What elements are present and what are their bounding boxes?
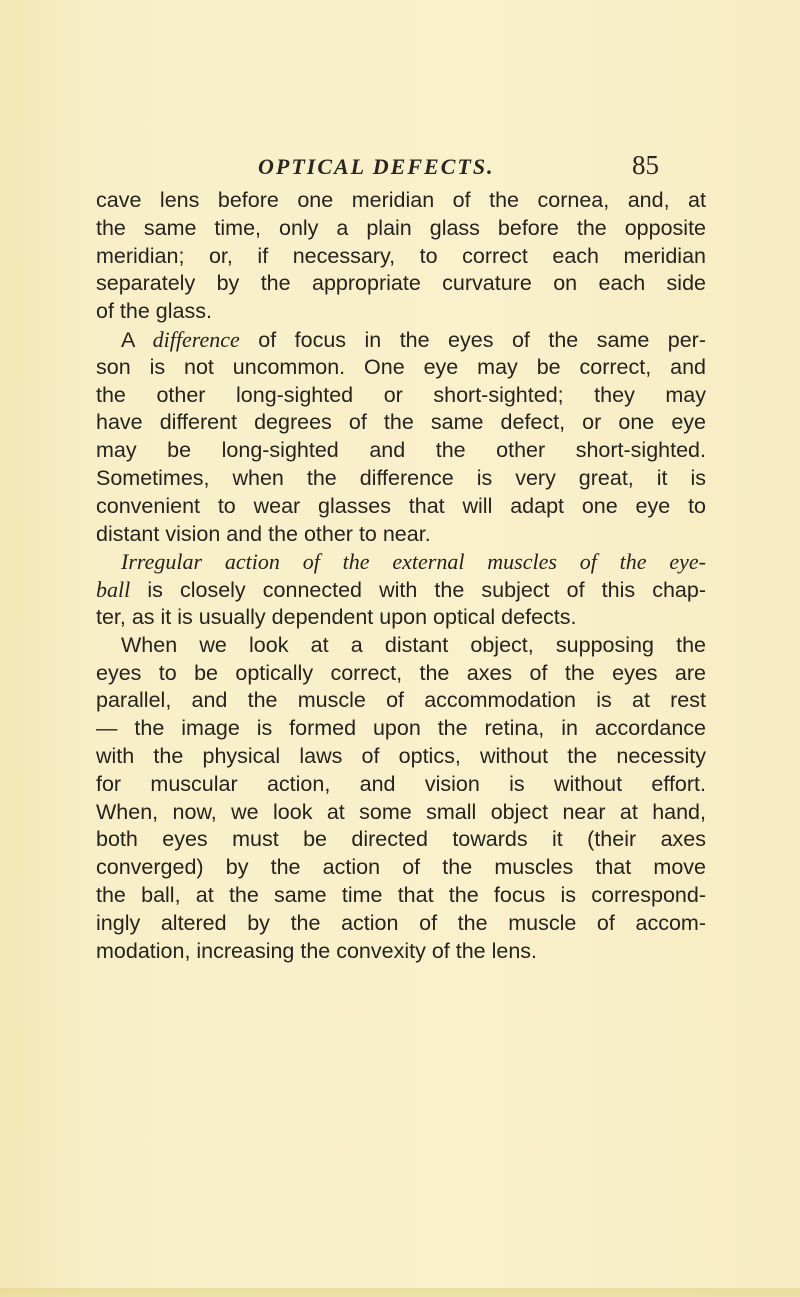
text-line: for muscular action, and vision is without effort. <box>96 771 706 796</box>
text-line: When, now, we look at some small object near at hand, <box>96 799 706 824</box>
text-run: of focus in the eyes of the same per- <box>239 327 706 352</box>
italic-term: ball <box>96 577 131 603</box>
text-line: with the physical laws of optics, without the necessity <box>96 743 706 768</box>
paragraph-first-line: When we look at a distant object, supposing the <box>121 632 706 657</box>
text-line: modation, increasing the convexity of the lens. <box>96 938 538 963</box>
italic-term: Irregular action of the external muscles of the eye- <box>121 549 706 575</box>
text-line: eyes to be optically correct, the axes of the eyes are <box>96 660 706 685</box>
text-line: son is not uncommon. One eye may be correct, and <box>96 354 706 379</box>
text-line: cave lens before one meridian of the cornea, and, at <box>96 188 706 212</box>
text-line: convenient to wear glasses that will adapt one eye to <box>96 493 706 518</box>
text-line: separately by the appropriate curvature on each side <box>96 271 706 296</box>
text-line <box>96 576 706 604</box>
paragraph-first-line <box>96 548 706 576</box>
body-text <box>96 187 706 965</box>
paragraph-first-line <box>96 326 706 354</box>
text-line: meridian; or, if necessary, to correct each meridian <box>96 243 706 268</box>
text-run: A <box>121 327 153 352</box>
text-line: have different degrees of the same defect, or one eye <box>96 410 706 435</box>
text-line: parallel, and the muscle of accommodation is at rest <box>96 688 706 713</box>
text-line: converged) by the action of the muscles that move <box>96 855 706 880</box>
page-bottom-edge <box>0 1288 800 1297</box>
text-line: both eyes must be directed towards it (their axes <box>96 827 706 852</box>
text-run: is closely connected with the subject of this chap- <box>130 578 706 603</box>
running-title: OPTICAL DEFECTS. <box>258 154 495 179</box>
text-line: the same time, only a plain glass before the opposite <box>96 215 706 240</box>
text-line: may be long-sighted and the other short-sighted. <box>96 438 706 463</box>
text-line: distant vision and the other to near. <box>96 521 431 546</box>
text-line: the ball, at the same time that the focus is correspond- <box>96 882 706 907</box>
text-line: the other long-sighted or short-sighted; they may <box>96 382 706 407</box>
page-number: 85 <box>632 150 659 180</box>
text-line: of the glass. <box>96 299 212 324</box>
italic-term: difference <box>152 326 240 352</box>
text-line: — the image is formed upon the retina, in accordance <box>96 716 706 741</box>
text-line: ter, as it is usually dependent upon optical defects. <box>96 604 577 629</box>
text-line: ingly altered by the action of the muscle of accom- <box>96 910 706 935</box>
page-header <box>0 150 800 190</box>
text-line: Sometimes, when the difference is very great, it is <box>96 465 706 490</box>
